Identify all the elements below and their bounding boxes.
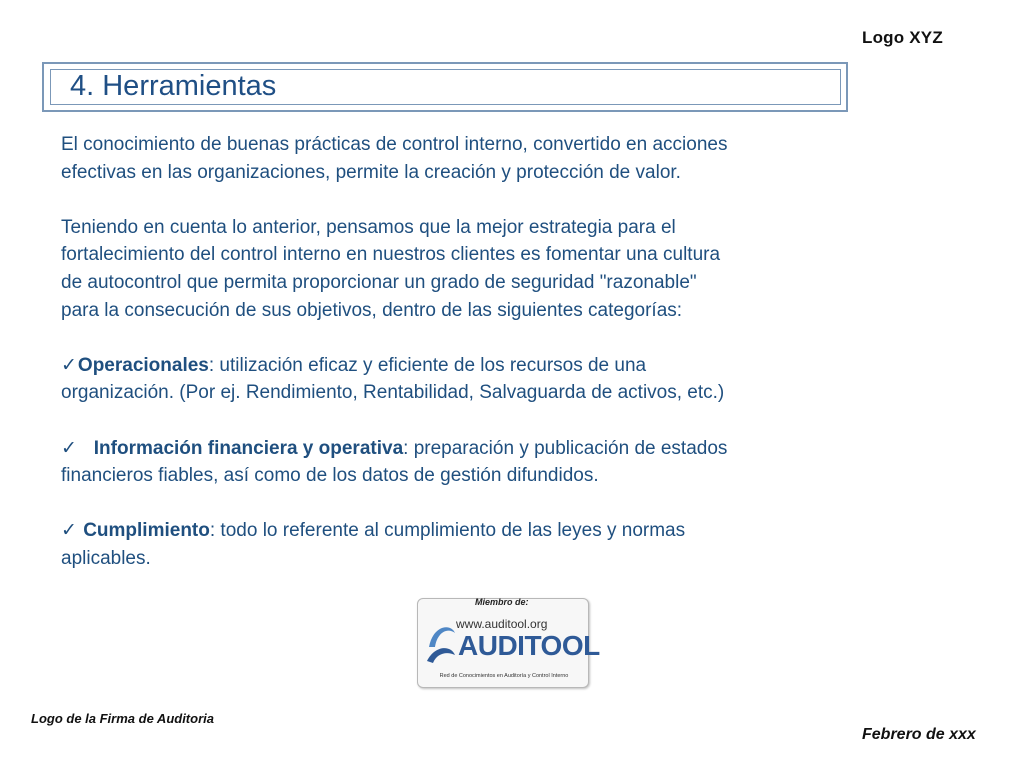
bullet-cumplimiento <box>61 517 881 545</box>
paragraph-line-1: Teniendo en cuenta lo anterior, pensamos que la mejor estrategia para el <box>61 216 676 238</box>
bullet-term: Operacionales <box>77 354 209 376</box>
bullet-text: : todo lo referente al cumplimiento de las leyes y normas <box>209 520 686 542</box>
slide-title: 4. Herramientas <box>70 70 277 102</box>
bullet-term: Información financiera y operativa <box>93 437 404 459</box>
date-label: Febrero de xxx <box>862 726 976 743</box>
bullet-term: Cumplimiento <box>83 520 210 542</box>
slide-body <box>61 131 881 573</box>
bullet-text: : preparación y publicación de estados <box>403 437 728 459</box>
bullet-text: : utilización eficaz y eficiente de los recursos de una <box>208 354 647 376</box>
paragraph-line-4: para la consecución de sus objetivos, dentro de las siguientes categorías: <box>61 299 683 321</box>
checkmark-icon: ✓ <box>61 354 77 376</box>
badge-caption: Red de Conocimientos en Auditoría y Control Interno <box>439 673 569 679</box>
paragraph-gap <box>61 490 881 518</box>
bullet-cumplimiento-line-2: aplicables. <box>61 547 151 569</box>
intro-line-2: efectivas en las organizaciones, permite la creación y protección de valor. <box>61 161 681 183</box>
paragraph-line-3: de autocontrol que permita proporcionar un grado de seguridad "razonable" <box>61 271 697 293</box>
member-label: Miembro de: <box>475 597 529 607</box>
paragraph-gap <box>61 324 881 352</box>
auditool-logo-icon <box>425 617 457 667</box>
paragraph-gap <box>61 186 881 214</box>
checkmark-icon: ✓ <box>61 520 77 542</box>
badge-brand: AUDITOOL <box>458 630 600 661</box>
paragraph-line-2: fortalecimiento del control interno en nuestros clientes es fomentar una cultura <box>61 244 721 266</box>
bullet-informacion <box>61 435 881 463</box>
firm-logo-label: Logo de la Firma de Auditoria <box>31 711 214 726</box>
bullet-operacionales <box>61 352 881 380</box>
checkmark-icon: ✓ <box>61 437 77 459</box>
bullet-operacionales-line-2: organización. (Por ej. Rendimiento, Rentabilidad, Salvaguarda de activos, etc.) <box>61 382 725 404</box>
bullet-informacion-line-2: financieros fiables, así como de los datos de gestión difundidos. <box>61 465 599 487</box>
badge-url: www.auditool.org <box>456 617 548 631</box>
paragraph-gap <box>61 407 881 435</box>
logo-xyz: Logo XYZ <box>862 28 943 47</box>
intro-line-1: El conocimiento de buenas prácticas de control interno, convertido en acciones <box>61 134 728 155</box>
